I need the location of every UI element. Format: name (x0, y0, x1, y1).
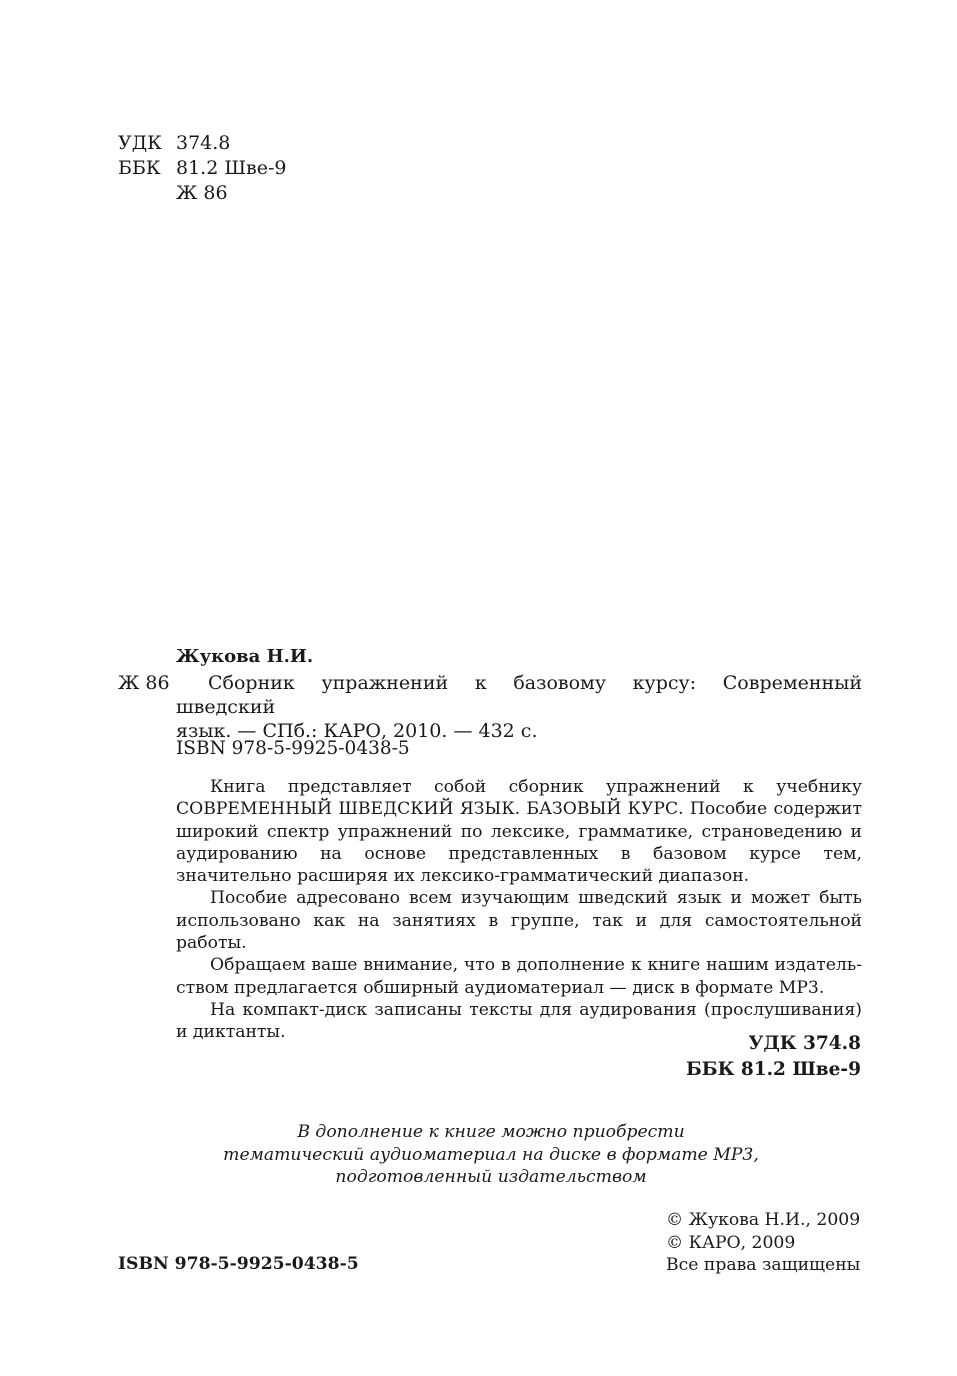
annotation (176, 776, 862, 1044)
annotation-paragraph: На компакт-диск записаны тексты для аудирования (прослушивания) и диктанты. (176, 999, 862, 1043)
audio-note (176, 1121, 806, 1189)
udk-row (118, 131, 286, 156)
catalog-title (176, 671, 862, 743)
author-sign-row (118, 181, 286, 206)
catalog-isbn: ISBN 978-5-9925-0438-5 (176, 738, 410, 759)
rights-reserved: Все права защищены (666, 1255, 861, 1275)
annotation-paragraph: Книга представляет собой сборник упражнений к учебнику СОВРЕМЕННЫЙ ШВЕДСКИЙ ЯЗЫК. БАЗОВЫЙ КУРС. Пособие содержит широкий спектр упражнений по лексике, грамматике, страноведению и аудированию на основе представленных в базовом курсе тем, значительно расширяя их лексико-грамматический диапазон. (176, 777, 862, 887)
catalog-author: Жукова Н.И. (176, 646, 314, 667)
udk-code: УДК 374.8 (748, 1033, 861, 1054)
codes-right (600, 1031, 861, 1083)
audio-note-line: подготовленный издательством (335, 1167, 647, 1187)
bbk-value: 81.2 Шве-9 (176, 157, 287, 179)
catalog-title-line2: язык. — СПб.: КАРО, 2010. — 432 с. (176, 720, 538, 742)
annotation-paragraph: Пособие адресовано всем изучающим шведский язык и может быть использовано как на занятиях в группе, так и для самостоятельной работы. (176, 888, 862, 954)
bbk-label: ББК (118, 157, 161, 179)
author-sign: Ж 86 (176, 182, 228, 204)
footer-isbn: ISBN 978-5-9925-0438-5 (118, 1254, 359, 1274)
copyright-author: © Жукова Н.И., 2009 (666, 1210, 861, 1230)
udk-value: 374.8 (176, 132, 231, 154)
udk-label: УДК (118, 132, 162, 154)
annotation-paragraph: Обращаем ваше внимание, что в дополнение к книге нашим издательством предлагается обширный аудиоматериал — диск в формате МР3. (176, 955, 862, 998)
catalog-sign: Ж 86 (118, 672, 170, 694)
audio-note-line: В дополнение к книге можно приобрести (297, 1122, 685, 1142)
copyright-block (666, 1209, 860, 1277)
classification-codes (118, 131, 286, 206)
copyright-publisher: © КАРО, 2009 (666, 1232, 796, 1253)
audio-note-line: тематический аудиоматериал на диске в формате МР3, (223, 1144, 759, 1165)
catalog-title-line1: Сборник упражнений к базовому курсу: Современный шведский (176, 672, 862, 718)
bbk-row (118, 156, 286, 181)
bbk-code: ББК 81.2 Шве-9 (685, 1059, 861, 1080)
